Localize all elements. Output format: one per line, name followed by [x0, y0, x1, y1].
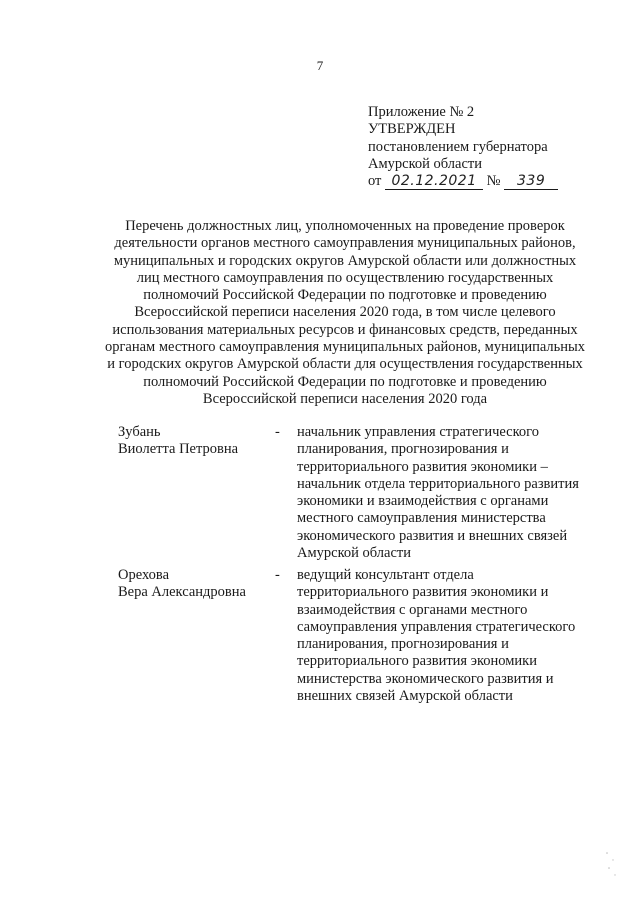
position-line: территориального развития экономики: [297, 653, 537, 670]
date-number-line: [368, 173, 558, 190]
handwritten-number: 339: [517, 173, 546, 190]
position-line: планирования, прогнозирования и: [297, 441, 509, 458]
position-line: начальник управления стратегического: [297, 424, 540, 440]
appendix-label: Приложение № 2: [368, 104, 475, 120]
title-line: лиц местного самоуправления по осуществлению государственных: [136, 269, 554, 286]
official-given-names: Вера Александровна: [118, 584, 246, 601]
official-surname: Зубань: [118, 424, 161, 440]
official-given-names: Виолетта Петровна: [118, 441, 239, 458]
position-line: экономического развития и внешних связей: [297, 527, 568, 544]
position-line: внешних связей Амурской области: [297, 688, 513, 705]
position-line: территориального развития экономики и: [297, 584, 549, 601]
date-field: [385, 174, 483, 190]
title-line: использования материальных ресурсов и финансовых средств, переданных: [112, 321, 578, 338]
title-line: Перечень должностных лиц, уполномоченных на проведение проверок: [125, 218, 565, 234]
date-prefix: от: [368, 173, 382, 190]
approved-by-line: постановлением губернатора: [368, 138, 548, 155]
position-line: планирования, прогнозирования и: [297, 636, 509, 653]
official-position: [297, 567, 597, 705]
official-position: [297, 424, 597, 562]
title-line: полномочий Российской Федерации по подготовке и проведению: [143, 287, 547, 304]
position-line: Амурской области: [297, 545, 411, 562]
position-line: взаимодействия с органами местного: [297, 601, 528, 618]
page-number: 7: [316, 58, 324, 73]
position-line: министерства экономического развития и: [297, 670, 554, 687]
handwritten-date: 02.12.2021: [391, 173, 477, 190]
official-surname: Орехова: [118, 567, 170, 583]
title-line: Всероссийской переписи населения 2020 года, в том числе целевого: [134, 304, 556, 321]
document-title: [104, 218, 586, 408]
official-name: [118, 567, 246, 602]
number-prefix: №: [486, 173, 501, 190]
position-line: экономики и взаимодействия с органами: [297, 493, 549, 510]
title-line: деятельности органов местного самоуправления муниципальных районов,: [114, 235, 576, 252]
separator-dash: -: [275, 567, 280, 583]
region-line: Амурской области: [368, 155, 482, 172]
approved-label: УТВЕРЖДЕН: [368, 121, 456, 138]
approval-block: [368, 104, 558, 190]
position-line: самоуправления управления стратегического: [297, 618, 576, 635]
official-name: [118, 424, 238, 459]
number-field: [504, 174, 558, 190]
separator-dash: -: [275, 424, 280, 440]
position-line: территориального развития экономики –: [297, 458, 548, 475]
position-line: местного самоуправления министерства: [297, 510, 546, 527]
title-line: муниципальных и городских округов Амурской области или должностных: [113, 252, 577, 269]
position-line: ведущий консультант отдела: [297, 567, 474, 583]
scan-speckle: [604, 849, 618, 879]
title-line: Всероссийской переписи населения 2020 года: [202, 390, 488, 407]
title-line: и городских округов Амурской области для осуществления государственных: [107, 356, 583, 373]
title-line: органам местного самоуправления муниципальных районов, муниципальных: [104, 339, 586, 356]
position-line: начальник отдела территориального развития: [297, 475, 579, 492]
title-line: полномочий Российской Федерации по подготовке и проведению: [143, 373, 547, 390]
